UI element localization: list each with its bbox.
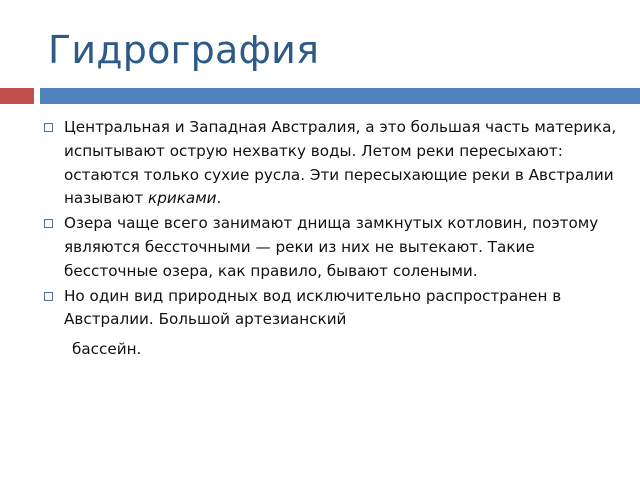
title-accent-bar-red — [0, 88, 34, 104]
bullet-text: Но один вид природных вод исключительно распространен в Австралии. Большой артезианский — [64, 286, 562, 329]
bullet-item — [42, 212, 622, 283]
square-bullet-icon — [44, 123, 53, 132]
bullet-emphasis: криками — [148, 189, 217, 208]
title-accent-bar-blue — [40, 88, 640, 104]
square-bullet-icon — [44, 292, 53, 301]
slide-title: Гидрография — [48, 28, 320, 72]
bullet-item — [42, 116, 622, 211]
bullet-text: Центральная и Западная Австралия, а это большая часть материка, испытывают острую нехватку воды. Летом реки пересыхают: остаются только сухие русла. Эти пересыхающие реки в Австралии называют — [64, 118, 617, 208]
bullet-item — [42, 285, 622, 333]
bullet-continuation: бассейн. — [72, 340, 142, 359]
slide-body — [42, 116, 622, 362]
bullet-text: Озера чаще всего занимают днища замкнутых котловин, поэтому являются бессточными — реки из них не вытекают. Такие бессточные озера, как правило, бывают солеными. — [64, 214, 599, 280]
bullet-text-end: . — [216, 189, 222, 208]
square-bullet-icon — [44, 219, 53, 228]
